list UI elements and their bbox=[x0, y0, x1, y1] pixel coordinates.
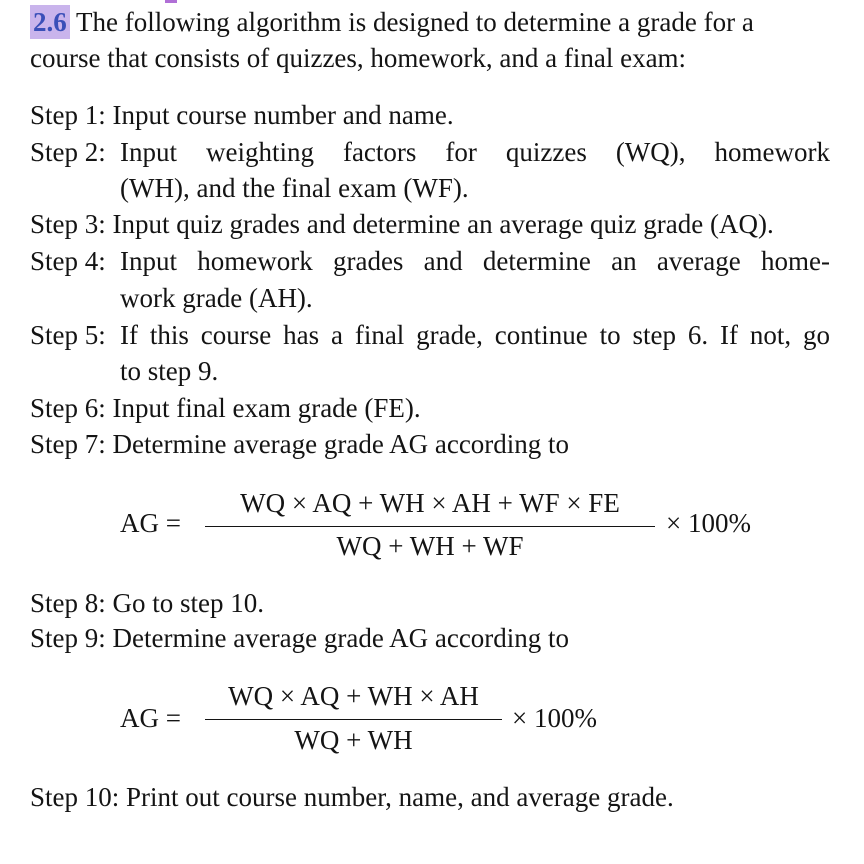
equation-1-factor: × 100% bbox=[666, 508, 751, 538]
equation-2-fraction-bar bbox=[205, 719, 502, 720]
equation-2-numerator: WQ × AQ + WH × AH bbox=[228, 681, 479, 711]
problem-intro-text-1: The following algorithm is designed to determine a grade for a bbox=[76, 7, 754, 37]
equation-1-denominator: WQ + WH + WF bbox=[336, 531, 524, 561]
step-4-text-2: work grade (AH). bbox=[120, 283, 313, 313]
step-5-text-2: to step 9. bbox=[120, 356, 219, 386]
highlight-mark bbox=[165, 0, 177, 3]
step-3-label: Step 3: bbox=[30, 209, 106, 239]
equation-2-denominator: WQ + WH bbox=[294, 725, 413, 755]
step-1-text: Input course number and name. bbox=[112, 100, 454, 130]
step-2-text-2: (WH), and the final exam (WF). bbox=[120, 173, 469, 203]
step-3 bbox=[30, 206, 774, 242]
step-8 bbox=[30, 585, 264, 621]
step-2-text-1: Input weighting factors for quizzes (WQ), homework bbox=[120, 137, 830, 167]
equation-1-fraction-bar bbox=[205, 526, 655, 527]
step-6-text: Input final exam grade (FE). bbox=[112, 393, 421, 423]
problem-number-badge: 2.6 bbox=[30, 5, 70, 39]
step-9 bbox=[30, 620, 569, 656]
step-3-text: Input quiz grades and determine an average quiz grade (AQ). bbox=[112, 209, 774, 239]
step-1 bbox=[30, 97, 454, 133]
step-4-text-1: Input homework grades and determine an average home- bbox=[120, 246, 830, 276]
step-2-label: Step 2: bbox=[30, 137, 106, 167]
step-5-text-1: If this course has a final grade, continue to step 6. If not, go bbox=[120, 320, 830, 350]
step-9-label: Step 9: bbox=[30, 623, 106, 653]
step-6-label: Step 6: bbox=[30, 393, 106, 423]
step-10-text: Print out course number, name, and average grade. bbox=[126, 782, 674, 812]
step-10 bbox=[30, 779, 674, 815]
equation-1-lhs: AG = bbox=[120, 508, 181, 538]
step-7-text: Determine average grade AG according to bbox=[112, 429, 570, 459]
step-1-label: Step 1: bbox=[30, 100, 106, 130]
step-7 bbox=[30, 426, 569, 462]
problem-intro-line-2: course that consists of quizzes, homework, and a final exam: bbox=[30, 43, 687, 73]
step-5-label: Step 5: bbox=[30, 320, 106, 350]
step-9-text: Determine average grade AG according to bbox=[112, 623, 570, 653]
step-8-text: Go to step 10. bbox=[112, 588, 265, 618]
equation-2-factor: × 100% bbox=[512, 703, 597, 733]
step-6 bbox=[30, 390, 421, 426]
problem-intro-line-1 bbox=[30, 4, 754, 40]
step-7-label: Step 7: bbox=[30, 429, 106, 459]
equation-1-numerator: WQ × AQ + WH × AH + WF × FE bbox=[240, 488, 620, 518]
equation-2-lhs: AG = bbox=[120, 703, 181, 733]
step-8-label: Step 8: bbox=[30, 588, 106, 618]
step-4-label: Step 4: bbox=[30, 246, 106, 276]
step-10-label: Step 10: bbox=[30, 782, 120, 812]
